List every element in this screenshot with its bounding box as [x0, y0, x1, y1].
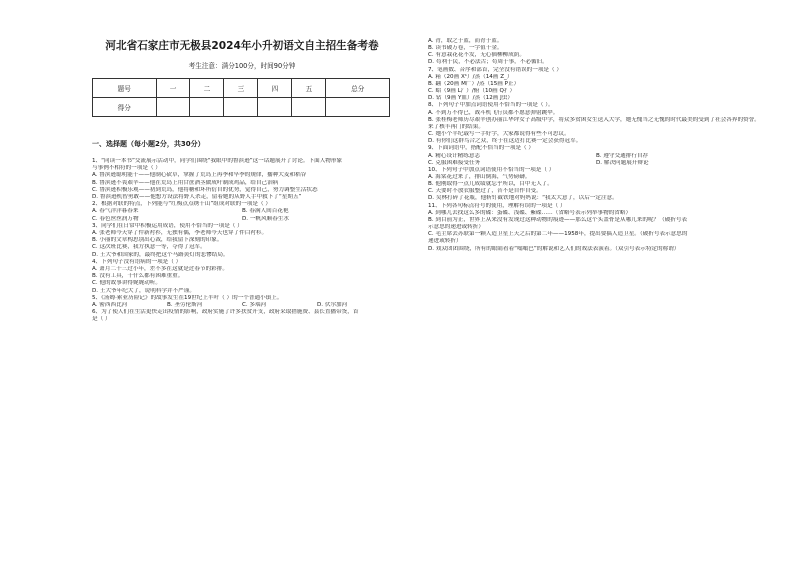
option-row	[428, 160, 790, 167]
question-line: 10、下列句子中加点词语使用不恰当的一项是（ ）	[428, 166, 555, 173]
question-line: B. 读书破万卷，一字值千金。	[428, 45, 503, 52]
section-title: 一、选择题（每小题2分，共30分）	[92, 140, 205, 148]
question-line: C. 毛主席去苏联第一颗人造卫星上天之后的第二年——1958年，提出要搞人造卫星。（破折号表示意思的	[428, 231, 688, 238]
score-header-cell: 四	[258, 79, 292, 98]
score-header-cell: 二	[190, 79, 224, 98]
question-line: D. 吴林打碎了花瓶，他斩钉截铁地对妈妈说：“我太大意了，以后一定注意。	[428, 195, 618, 202]
question-line: 6、为了使人们在生活更快走出疫情的影响，政府实施了许多扶贫开支，政府采取措施费、县长直播带货，首	[92, 309, 359, 316]
question-line: B. 小丽的文章构思别出心裁，给我留下深刻的印象。	[92, 237, 223, 244]
question-line: D. 钻（9画 Y皿）/蒸（12画 J虫）	[428, 95, 513, 102]
question-line: D. 鲁滨逊机智勇敢——他想方设法将野人杀走，留着她的从野人手中救下了“星期五”	[92, 194, 302, 201]
question-line: B. 鲁滨逊不畏艰辛——他在荒岛上用甘蔗酒茎做成叶制成鸡品，给自己治病	[92, 179, 279, 186]
score-table-score-row	[93, 98, 390, 117]
question-line: C. 这次班比赛，我方执意一等，夺得了冠军。	[92, 244, 206, 251]
score-cell	[258, 98, 292, 117]
question-line: 是（ ）	[92, 316, 111, 323]
question-line: C. 他的故事讲得娓娓动听。	[92, 280, 161, 287]
score-header-cell: 总分	[326, 79, 390, 98]
question-line: A. 不到万不得已，战斗机飞行员都不愿意弹射跳伞。	[428, 109, 559, 116]
option-row	[92, 302, 392, 309]
score-table-header-row	[93, 79, 390, 98]
option-choice: C. 克服困难接受任务	[428, 159, 481, 166]
question-line: C. 天要时不放衣服整过了，昔不是自作自受。	[428, 188, 542, 195]
option-choice: C. 春色丝丝润万物	[92, 215, 139, 222]
question-line: 5、《汤姆·索亚历险记》的故事发生在19世纪上半叶（ ）的一个普通小镇上。	[92, 294, 283, 301]
question-line: B. 张桂梅老师历尽艰辛创办丽江华坪女子高级中学，将众多贫困女生送入大学，她无愧当之无愧的时代最美的受到了社会各界的赞誉。	[428, 116, 760, 123]
question-line: B. 到目前为止，世界上从来没有发现过这种动物的痕迹——那么这个头盖骨是从哪儿来的呢？（破折号表	[428, 216, 688, 223]
option-choice: C. 多瑙河	[242, 302, 267, 309]
page-title: 河北省石家庄市无极县2024年小升初语文自主招生备考卷	[105, 40, 379, 52]
question-line: 11、下列各句标点符号的使用，理解有误的一项是（ ）	[428, 202, 566, 209]
question-line: A. 青，取之于蓝，而青于蓝。	[428, 38, 503, 44]
option-row	[428, 153, 790, 160]
question-line: C. 她小个半纪载写一手好字，大家都说得有些不可思议。	[428, 131, 570, 138]
question-line: 递进或转折）	[428, 238, 462, 245]
question-line: D. 苟利于民，不必法古；苟周于事，不必循旧。	[428, 59, 548, 66]
option-choice: A. 春气洋洋暮春来	[92, 208, 139, 215]
question-line: D. 有你们这群鸟合之众，终于在这边打比赛一定会获得冠军。	[428, 138, 582, 145]
question-line: 2、根据对联的特点，下列能与“红梅点点绣千山”组成对联的一项是（ ）	[92, 201, 271, 208]
score-header-cell: 题号	[93, 79, 157, 98]
option-choice: D. 伏尔加河	[317, 302, 348, 309]
option-choice: B. 圣劳伦斯河	[167, 302, 203, 309]
question-line: A. 鲁滨逊聪明能干——他制心砍草，掌握了荒岛上再季和旱季的规律，播种大麦和稻谷	[92, 172, 307, 179]
right-column	[412, 0, 794, 562]
score-header-cell: 五	[292, 79, 326, 98]
question-line: 7、笔画数、音序和部首，完全没有错误的一项是（ ）	[428, 66, 562, 73]
right-question-list	[428, 38, 790, 253]
option-choice: B. 春满人间百花艳	[242, 208, 289, 215]
score-row-label: 得分	[93, 98, 157, 117]
score-cell	[326, 98, 390, 117]
question-line: B. 没有工具，千什么都有困难重重。	[92, 273, 184, 280]
question-line: 与事例不相符的一项是（ ）	[92, 165, 161, 172]
question-line: A. 箱（20画 X¹）/蒸（14画 Z_）	[428, 73, 513, 80]
question-line: A. 萧月二十三过小年，差不多在这就是过春节的彩排。	[92, 266, 228, 273]
question-line: 3、同学们在日常中积极运用成语，使用不恰当的一项是（ ）	[92, 222, 243, 229]
score-cell	[292, 98, 326, 117]
score-header-cell: 三	[224, 79, 258, 98]
score-cell	[190, 98, 224, 117]
question-line: C. 有意栽花花不发，无心插柳柳成荫。	[428, 52, 525, 59]
exam-note: 考生注意：满分100分，时间90分钟	[188, 62, 296, 70]
question-line: 示意思的递进或转折）	[428, 224, 484, 231]
option-row	[92, 208, 392, 215]
option-choice: A. 密西西比河	[92, 302, 128, 309]
question-line: A. 海棠花过来了，排山倒海，气势磅礴。	[428, 173, 531, 180]
question-line: D. 戏众团团围绕，所有的眼睛看着“嗡嗡巴”的解说和艺人们的戏法表演着。（双引号表示特定的称谓）	[428, 245, 680, 252]
question-line: 8、下列句子中加点词语使用不恰当的一项是（ ）。	[428, 102, 554, 109]
question-line: 来了核丰再门的结果。	[428, 123, 484, 130]
option-choice: D. 解决问题展开辩论	[596, 159, 649, 166]
score-cell	[224, 98, 258, 117]
left-question-list	[92, 158, 392, 324]
question-line: 4、下列句子没有语病的一项是（ ）	[92, 258, 182, 265]
option-row	[92, 216, 392, 223]
question-line: D. 王大爷和国家的，最终把这个马路黄灯的悲惨结局。	[92, 251, 229, 258]
question-line: C. 鲁滨逊积极乐观——初到荒岛，他将糖和坏所衍自的优势，觉得自己，努力调整生活状态	[92, 186, 318, 193]
question-line: D. 王大爷年纪大了，说明科学并不严谨。	[92, 287, 195, 294]
question-line: 1、“同读一本书”交流展示活动中，同学们围绕“我眼中的鲁滨逊”这一话题展开了讨论。下面人物形象	[92, 158, 343, 164]
question-line: A. 到哪儿去找这么多的碟：蛋碟、浅碟、紫碟……（省略号表示列举事物的省略）	[428, 209, 632, 216]
option-choice: B. 遵守交通排行自荐	[596, 152, 649, 159]
question-line: 9、下面词语中，搭配不恰当的一项是（ ）	[428, 145, 535, 152]
question-line: B. 他刚取得一点儿成绩就忘乎所以，目中无人了。	[428, 181, 553, 188]
question-line: C. 蛤（9画 L氵）/俯（10画 Q扌）	[428, 88, 516, 95]
question-line: A. 张老师今天穿了件新衬衫，无独有偶，李老师今天也穿了件白衬衫。	[92, 230, 268, 237]
option-choice: A. 精心设计精练意志	[428, 152, 481, 159]
question-line: B. 翻（20画 M广）/蒸（15画 P止）	[428, 80, 520, 87]
score-cell	[156, 98, 190, 117]
score-header-cell: 一	[156, 79, 190, 98]
option-choice: D. 一帆风顺春生水	[242, 215, 290, 222]
score-table	[92, 78, 390, 117]
